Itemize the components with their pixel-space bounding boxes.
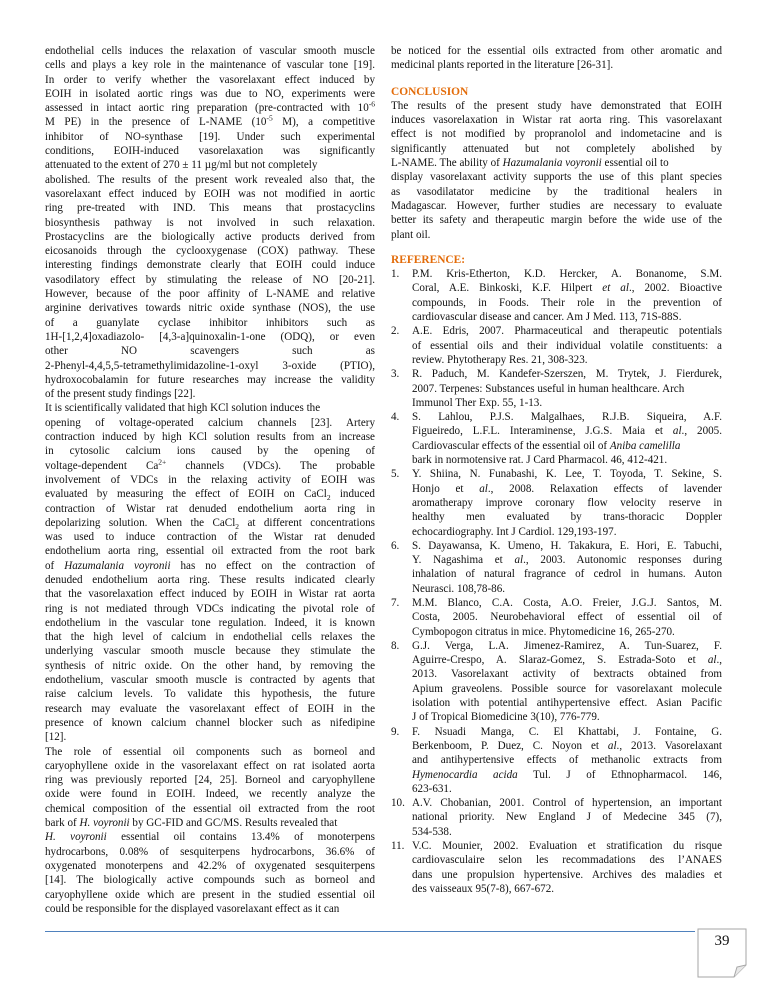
continued-paragraph: [391, 44, 722, 73]
text-line: biosynthesis pathway is not involved in such relaxation.: [45, 216, 375, 229]
reference-number: 6.: [391, 539, 400, 552]
text-line: cardiovascular disease and cancer. Am J Med. 113, 71S-88S.: [412, 311, 682, 324]
text-line: Immunol Ther Exp. 55, 1-13.: [412, 396, 543, 409]
text-line: hydrocarbons, 0.08% of sesquiterpens hydrocarbons, 36.6% of: [45, 845, 375, 858]
text-line: vasodilatory effect by stimulating the release of NO [20-21].: [45, 273, 375, 286]
text-line: endothelium, vascular smooth muscle is contracted by agents that: [45, 674, 375, 687]
text-line: bark in normotensive rat. J Card Pharmacol. 46, 412-421.: [412, 454, 668, 467]
reference-list: [391, 267, 722, 896]
text-line: inhalation of natural fragrance of cedrol in humans. Auton: [412, 568, 722, 581]
text-line: attenuated to the extent of 270 ± 11 µg/ml but not completely: [45, 159, 318, 172]
reference-item: [391, 410, 722, 467]
text-line: national priority. New England J of Medecine 345 (7),: [412, 811, 722, 824]
text-line: interesting findings demonstrate clearly that EOIH could induce: [45, 259, 375, 272]
text-line: In order to verify whether the vasorelaxant effect induced by: [45, 73, 375, 86]
text-line: review. Phytotherapy Res. 21, 308-323.: [412, 353, 588, 366]
text-line: underlying vascular smooth muscle because they stimulate the: [45, 645, 375, 658]
text-line: healthy men evaluated by trans-thoracic Doppler: [412, 511, 722, 524]
text-line: [14]. The biologically active compounds such as borneol and: [45, 874, 375, 887]
conclusion-heading: CONCLUSION: [391, 85, 469, 98]
text-line: Aguirre-Crespo, A. Slaraz-Gomez, S. Estrada-Soto et al.,: [412, 654, 722, 667]
text-line: Neurasci. 108,78-86.: [412, 582, 506, 595]
text-line: Costa, 2005. Neurobehavioral effect of essential oil of: [412, 611, 722, 624]
text-line: chemical composition of the essential oil extracted from the root: [45, 802, 375, 815]
text-line: arginine derivatives towards nitric oxide synthase (NOS), the use: [45, 302, 375, 315]
text-line: aromatherapy improve coronary flow velocity reserve in: [412, 496, 722, 509]
text-line: of Hazumalania voyronii has no effect on the contraction of: [45, 559, 375, 572]
reference-number: 9.: [391, 725, 400, 738]
text-line: P.M. Kris-Etherton, K.D. Hercker, A. Bonanome, S.M.: [412, 268, 722, 281]
text-line: caryophyllene oxide in the vasorelaxant effect on rat isolated aorta: [45, 759, 375, 772]
text-line: Berkenboom, P. Duez, C. Noyon et al., 2013. Vasorelaxant: [412, 739, 722, 752]
text-line: vasorelaxant effect induced by EOIH was not modified in aortic: [45, 187, 375, 200]
text-line: oxide were found in EOIH. Indeed, we recently analyze the: [45, 788, 375, 801]
text-line: Y. Shiina, N. Funabashi, K. Lee, T. Toyoda, T. Sekine, S.: [412, 468, 722, 481]
text-line: voltage-dependent $Ca^{2+}$ channels (VDCs). The probable: [45, 458, 375, 472]
text-line: M PE) in the presence of L-NAME ($10^{-5}$ M), a competitive: [45, 115, 375, 129]
text-line: raise calcium levels. To validate this hypothesis, the future: [45, 688, 375, 701]
right-column: [391, 44, 722, 896]
text-line: ring was previously reported [24, 25]. Borneol and caryophyllene: [45, 774, 375, 787]
text-line: of essential oils and their individual volatile constituents: a: [412, 339, 722, 352]
text-line: Madagascar. However, further studies are necessary to evaluate: [391, 199, 722, 212]
text-line: F. Nsuadi Manga, C. El Khattabi, J. Fontaine, G.: [412, 725, 722, 738]
reference-heading: REFERENCE:: [391, 253, 466, 266]
text-line: Hymenocardia acida Tul. J of Ethnopharmacol. 146,: [412, 768, 722, 781]
text-line: The results of the present study have demonstrated that EOIH: [391, 99, 722, 112]
text-line: S. Dayawansa, K. Umeno, H. Takakura, E. Hori, E. Tabuchi,: [412, 539, 722, 552]
text-line: involvement of VDCs in the relaxing activity of EOIH was: [45, 473, 375, 486]
text-line: significantly attenuated but not completely abolished by: [391, 142, 722, 155]
text-line: of a guanylate cyclase inhibitor inhibitors such as: [45, 316, 375, 329]
text-line: [12].: [45, 731, 67, 744]
text-line: ring is not mediated through VDCs indicating the pivotal role of: [45, 602, 375, 615]
text-line: S. Lahlou, P.J.S. Malgalhaes, R.J.B. Siqueira, A.F.: [412, 411, 722, 424]
reference-item: [391, 596, 722, 639]
text-line: conditions, EOIH-induced vasorelaxation was significantly: [45, 145, 375, 158]
reference-number: 8.: [391, 639, 400, 652]
reference-item: [391, 839, 722, 896]
text-line: inhibitor of NO-synthase [19]. Under such experimental: [45, 130, 375, 143]
text-line: Prostacyclins are the biologically active products derived from: [45, 230, 375, 243]
text-line: L-NAME. The ability of Hazumalania voyronii essential oil to: [391, 157, 669, 170]
text-line: was used to induce contraction of the Wistar rat denuded: [45, 531, 375, 544]
reference-number: 10.: [391, 797, 405, 810]
text-line: 2007. Terpenes: Substances useful in human healthcare. Arch: [412, 382, 685, 395]
text-line: better its safety and therapeutic margin before the wide use of the: [391, 214, 722, 227]
text-line: presence of known calcium channel blocker such as nifedipine: [45, 716, 375, 729]
text-line: as vasodilatator medicine by the traditional healers in: [391, 185, 722, 198]
reference-item: [391, 367, 722, 410]
text-line: J of Tropical Biomedicine 3(10), 776-779.: [412, 711, 600, 724]
text-line: endothelium in the vascular tone regulation. Indeed, it is known: [45, 616, 375, 629]
text-line: synthesis of nitric oxide. On the other hand, by removing the: [45, 659, 375, 672]
text-line: Figueiredo, L.F.L. Interaminense, J.G.S. Maia et al., 2005.: [412, 425, 722, 438]
text-line: 623-631.: [412, 782, 452, 795]
text-line: plant oil.: [391, 228, 431, 241]
text-line: Cardiovascular effects of the essential oil of Aniba camelilla: [412, 439, 681, 452]
reference-item: [391, 324, 722, 367]
text-line: V.C. Mounier, 2002. Evaluation et stratification du risque: [412, 840, 722, 853]
text-line: However, because of the poor affinity of L-NAME and relative: [45, 288, 375, 301]
text-line: cardiovasculaire selon les recommadations des l’ANAES: [412, 854, 722, 867]
text-line: that the vasorelaxation effect induced by EOIH in Wistar rat aorta: [45, 588, 375, 601]
reference-item: [391, 467, 722, 538]
text-line: R. Paduch, M. Kandefer-Szerszen, M. Trytek, J. Fierdurek,: [412, 368, 722, 381]
text-line: in cytosolic calcium ions caused by the opening of: [45, 445, 375, 458]
reference-number: 5.: [391, 468, 400, 481]
text-line: contraction induced by high KCl solution results from an increase: [45, 431, 375, 444]
text-line: Apium graveolens. Possible source for vasorelaxant molecule: [412, 682, 722, 695]
reference-item: [391, 639, 722, 725]
text-line: G.J. Verga, L.A. Jimenez-Ramirez, A. Tun-Suarez, F.: [412, 639, 722, 652]
text-line: H. voyronii essential oil contains 13.4% of monoterpens: [45, 831, 375, 844]
text-line: Cymbopogon citratus in mice. Phytomedicine 16, 265-270.: [412, 625, 675, 638]
reference-number: 2.: [391, 325, 400, 338]
text-line: The role of essential oil components such as borneol and: [45, 745, 375, 758]
text-line: endothelium aorta ring, essential oil extracted from the root bark: [45, 545, 375, 558]
reference-number: 1.: [391, 268, 400, 281]
text-line: Y. Nagashima et al., 2003. Autonomic responses during: [412, 554, 722, 567]
conclusion-text: [391, 99, 722, 242]
text-line: research may evaluate the vasorelaxant effect of EOIH in the: [45, 702, 375, 715]
text-line: des vaisseaux 95(7-8), 667-672.: [412, 882, 555, 895]
reference-number: 11.: [391, 840, 405, 853]
footer-rule: [45, 931, 695, 932]
text-line: M.M. Blanco, C.A. Costa, A.O. Freier, J.G.J. Santos, M.: [412, 596, 722, 609]
text-line: endothelial cells induces the relaxation of vascular smooth muscle: [45, 45, 375, 57]
text-line: of the present study findings [22].: [45, 388, 196, 401]
text-line: 534-538.: [412, 825, 452, 838]
text-line: oxygenated monoterpens and 42.2% of oxygenated sesquiterpens: [45, 859, 375, 872]
text-line: cells and plays a key role in the maintenance of vascular tone [19].: [45, 59, 375, 72]
text-line: compounds, in Foods. Their role in the prevention of: [412, 296, 722, 309]
text-line: dans une propulsion hypertensive. Archives des maladies et: [412, 868, 722, 881]
reference-number: 4.: [391, 411, 400, 424]
text-line: that the high level of calcium in endothelial cells relaxes the: [45, 631, 375, 644]
text-line: echocardiography. Int J Cardiol. 129,193-197.: [412, 525, 617, 538]
text-line: denuded endothelium aorta ring. These results indicated clearly: [45, 573, 375, 586]
text-line: 2013. Vasorelaxant activity of bextracts obtained from: [412, 668, 722, 681]
left-column: [45, 44, 375, 916]
text-line: effect is not modified by propranolol and indometacine and is: [391, 128, 722, 141]
page-number: 39: [714, 933, 730, 949]
text-line: Honjo et al., 2008. Relaxation effects of lavender: [412, 482, 722, 495]
text-line: induces vasorelaxation in Wistar rat aorta ring. This vasorelaxant: [391, 114, 722, 127]
text-line: 1H-[1,2,4]oxadiazolo- [4,3-a]quinoxalin-1-one (ODQ), or even: [45, 330, 375, 343]
text-line: EOIH in isolated aortic rings was due to NO, experiments were: [45, 87, 375, 100]
text-line: A.V. Chobanian, 2001. Control of hypertension, an important: [412, 797, 722, 810]
text-line: and antihypertensive effects of methanolic extracts from: [412, 754, 722, 767]
text-line: 2-Phenyl-4,4,5,5-tetramethylimidazoline-1-oxyl 3-oxide (PTIO),: [45, 359, 375, 372]
text-line: A.E. Edris, 2007. Pharmaceutical and therapeutic potentials: [412, 325, 722, 338]
text-line: It is scientifically validated that high KCl solution induces the: [45, 402, 321, 415]
text-line: assessed in intact aortic ring preparation (pre-contracted with $10^{-6}$: [45, 101, 375, 115]
text-line: bark of H. voyronii by GC-FID and GC/MS. Results revealed that: [45, 817, 338, 830]
reference-number: 3.: [391, 368, 400, 381]
text-line: Coral, A.E. Binkoski, K.F. Hilpert et al., 2002. Bioactive: [412, 282, 722, 295]
text-line: ring pre-treated with IND. This means that prostacyclins: [45, 202, 375, 215]
text-line: be noticed for the essential oils extracted from other aromatic and: [391, 45, 722, 57]
text-line: isolation with potential antihypertensive effect. Asian Pacific: [412, 697, 722, 710]
text-line: medicinal plants reported in the literature [26-31].: [391, 59, 614, 72]
text-line: could be responsible for the displayed vasorelaxant effect as it can: [45, 902, 340, 915]
text-line: abolished. The results of the present work revealed also that, the: [45, 173, 375, 186]
reference-item: [391, 539, 722, 596]
reference-item: [391, 725, 722, 796]
text-line: display vasorelaxant activity supports the use of this plant species: [391, 171, 722, 184]
text-line: depolarizing solution. When the CaCl$_2$ at different concentrations: [45, 516, 375, 531]
reference-item: [391, 796, 722, 839]
text-line: evaluated by measuring the effect of EOIH on CaCl$_2$ induced: [45, 488, 375, 502]
text-line: caryophyllene oxide which are present in the studied essential oil: [45, 888, 375, 901]
text-line: other NO scavengers such as: [45, 345, 375, 358]
reference-number: 7.: [391, 596, 400, 609]
text-line: contraction of Wistar rat denuded endothelium aorta ring in: [45, 502, 375, 515]
reference-item: [391, 267, 722, 324]
text-line: eicosanoids through the cyclooxygenase (COX) pathway. These: [45, 245, 375, 258]
text-line: opening of voltage-operated calcium channels [23]. Artery: [45, 416, 375, 429]
text-line: hydroxocobalamin for future researches may increase the validity: [45, 373, 375, 386]
